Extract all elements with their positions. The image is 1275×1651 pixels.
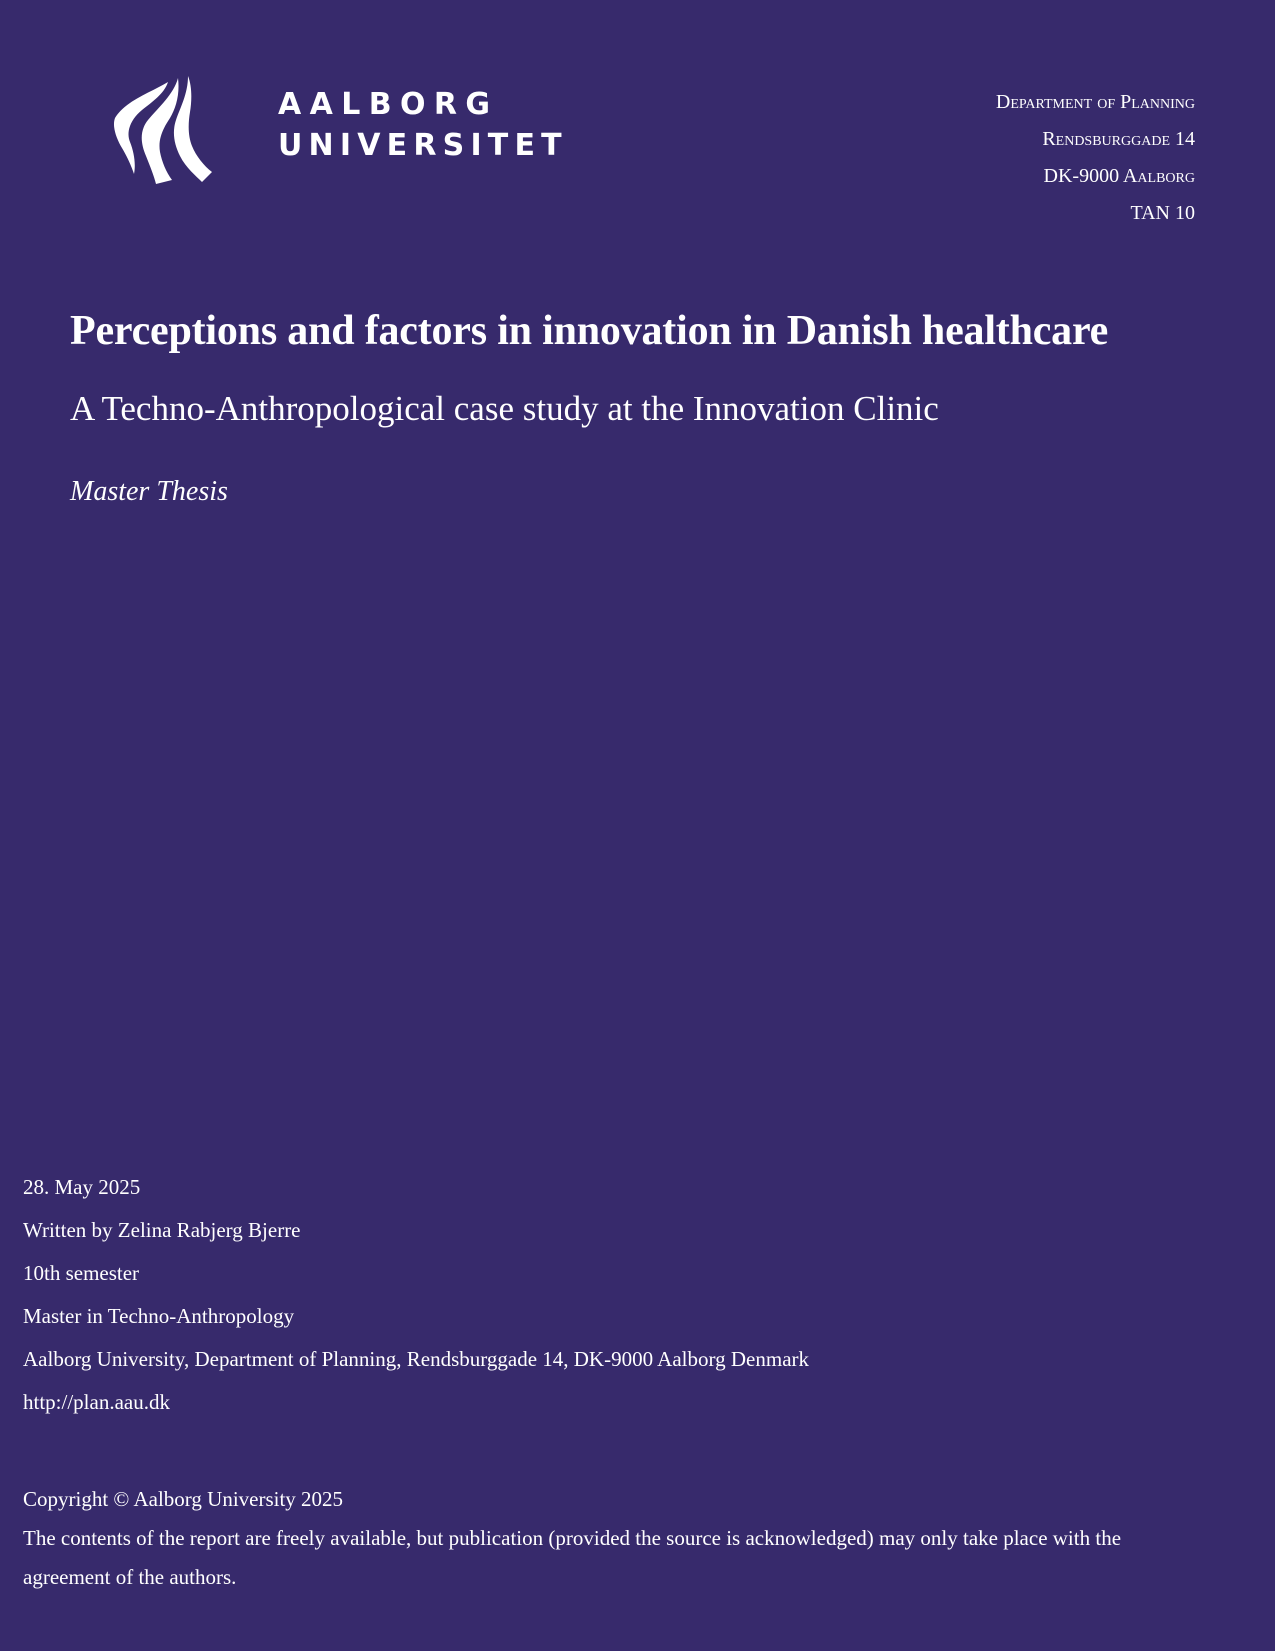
aau-waves-icon [112,76,214,184]
copyright-line: Copyright © Aalborg University 2025 [23,1487,344,1511]
logo-text-aalborg: AALBORG [278,87,499,122]
website-url: http://plan.aau.dk [23,1390,170,1414]
colophon [23,1166,809,1424]
logo-text-universitet: UNIVERSITET [278,128,568,163]
thesis-title: Perceptions and factors in innovation in Danish healthcare [70,308,1109,354]
document-type: Master Thesis [70,476,228,507]
publication-date: 28. May 2025 [23,1175,141,1199]
university-logo [112,76,568,186]
logo-wordmark [278,87,568,163]
institution-address: Aalborg University, Department of Planning, Rendsburggade 14, DK-9000 Aalborg Denmark [23,1347,810,1371]
city-address: DK-9000 Aalborg [1043,165,1195,187]
programme-code: TAN 10 [1130,202,1195,224]
department-name: Department of Planning [995,91,1195,113]
semester: 10th semester [23,1261,140,1285]
department-address [996,84,1195,232]
author-line: Written by Zelina Rabjerg Bjerre [23,1218,301,1242]
copyright-block [23,1480,1173,1597]
street-address: Rendsburggade 14 [1042,128,1195,150]
copyright-notice: The contents of the report are freely available, but publication (provided the source is acknowledged) may only take place with the agreement of the authors. [23,1526,1122,1589]
programme-name: Master in Techno-Anthropology [23,1304,295,1328]
thesis-subtitle: A Techno-Anthropological case study at the Innovation Clinic [70,389,939,428]
